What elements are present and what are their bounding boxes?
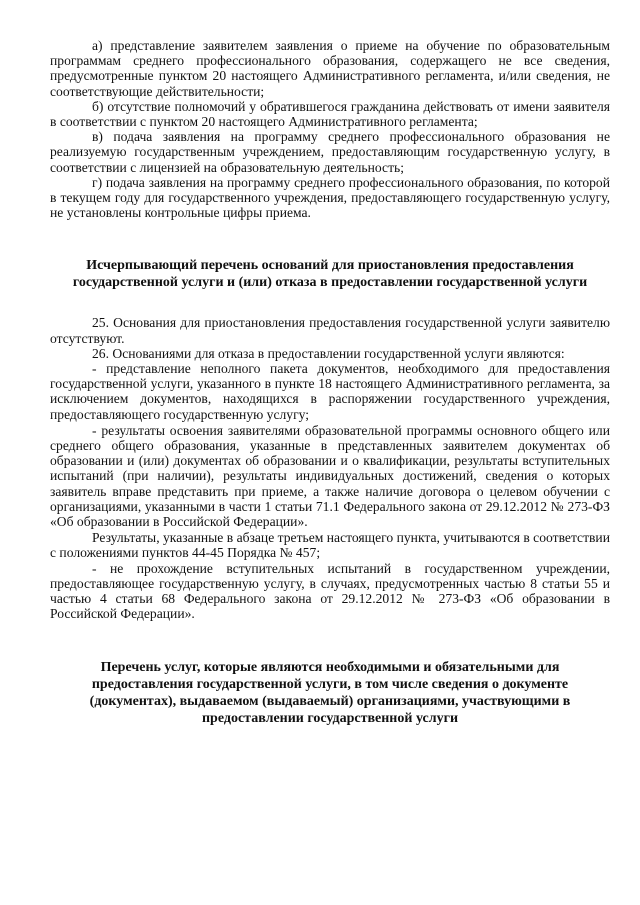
paragraph-item-g: г) подача заявления на программу среднего профессионального образования, по которой в текущем году для государственного учреждения, предоставляющего государственную услугу, не установлены контрольные цифры приема. [50,174,610,221]
list-item-results: - результаты освоения заявителями образовательной программы основного общего или среднего общего образования, указанные в представленных заявителем документах об образовании и (или) документах об образовании и о квалификации, результаты вступительных испытаний (при наличии), результаты индивидуальных достижений, сведения о которых заявитель вправе представить при приеме, а также наличие договора о целевом обучении с организациями, указанными в части 1 статьи 71.1 Федерального закона от 29.12.2012 № 273-ФЗ «Об образовании в Российской Федерации». [50,422,610,530]
paragraph-25: 25. Основания для приостановления предоставления государственной услуги заявителю отсутствуют. [50,315,610,346]
section-heading-suspension-grounds: Исчерпывающий перечень оснований для приостановления предоставления государственной услуги и (или) отказа в предоставлении государственной услуги [72,258,588,291]
list-item-incomplete-package: - представление неполного пакета документов, необходимого для предоставления государственной услуги, указанного в пункте 18 настоящего Административного регламента, за исключением документов, находящихся в распоряжении государственного учреждения, предоставляющего государственную услугу; [50,361,610,422]
paragraph-item-b: б) отсутствие полномочий у обратившегося гражданина действовать от имени заявителя в соответствии с пунктом 20 настоящего Административного регламента; [50,98,610,130]
list-item-failed-exams: - не прохождение вступительных испытаний в государственном учреждении, предоставляющее государственную услугу, в случаях, предусмотренных частью 8 статьи 55 и частью 4 статьи 68 Федерального закона от 29.12.2012 № 273-ФЗ «Об образовании в Российской Федерации». [50,560,610,622]
paragraph-item-v: в) подача заявления на программу среднего профессионального образования не реализуемую государственным учреждением, предоставляющим государственную услугу, в соответствии с лицензией на образовательную деятельность; [50,129,610,175]
section-heading-required-services: Перечень услуг, которые являются необходимыми и обязательными для предоставления государственной услуги, в том числе сведения о документе (документах), выдаваемом (выдаваемый) организациями, участвующими в предоставлении государственной услуги [89,659,571,726]
paragraph-item-a: а) представление заявителем заявления о приеме на обучение по образовательным программам среднего профессионального образования, содержащего не все сведения, предусмотренные пунктом 20 настоящего Административного регламента, и/или сведения, не соответствующие действительности; [50,38,610,99]
paragraph-results-note: Результаты, указанные в абзаце третьем настоящего пункта, учитываются в соответствии с положениями пунктов 44-45 Порядка № 457; [50,530,610,561]
paragraph-26: 26. Основаниями для отказа в предоставлении государственной услуги являются: [92,345,565,361]
document-page [50,38,610,727]
